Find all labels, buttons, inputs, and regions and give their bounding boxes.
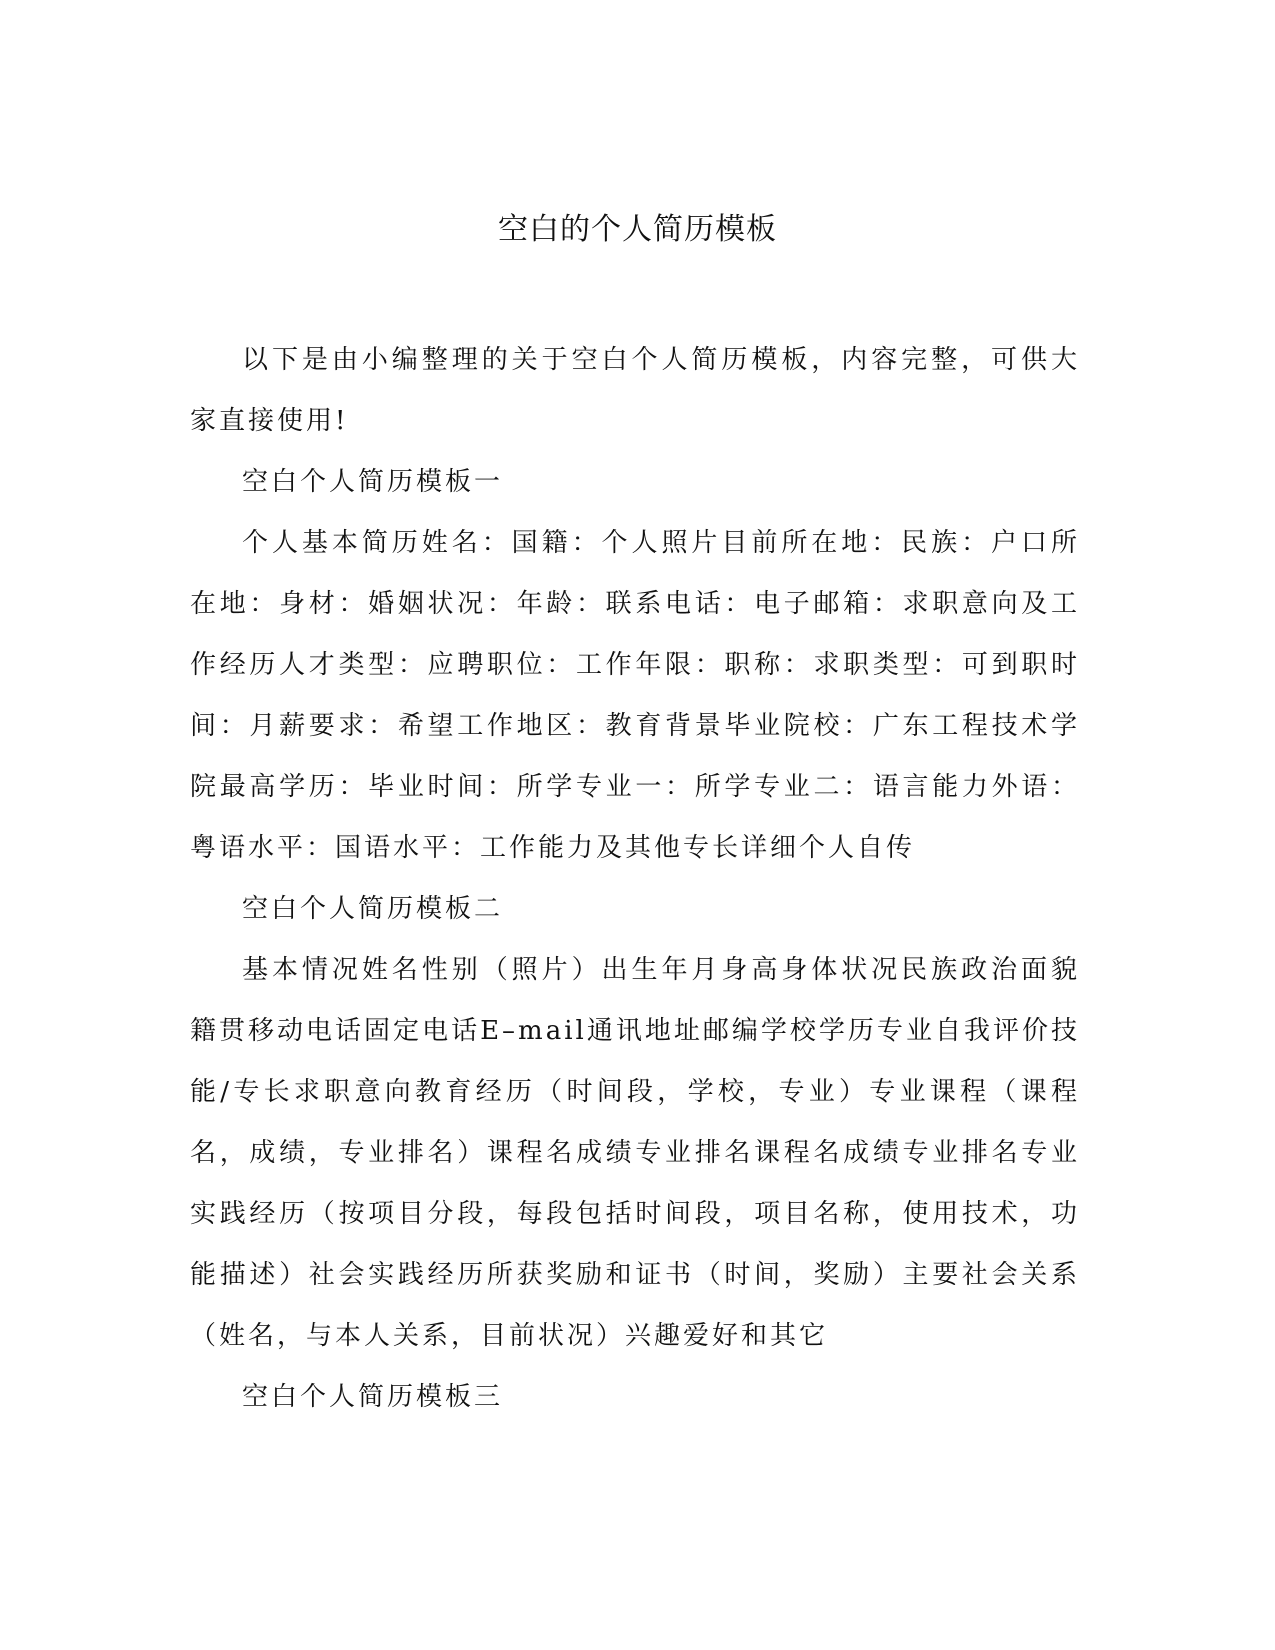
section-heading-template-one: 空白个人简历模板一 (242, 467, 504, 497)
section-heading-template-two: 空白个人简历模板二 (242, 894, 504, 924)
template-one-paragraph: 个人基本简历姓名：国籍：个人照片目前所在地：民族：户口所在地：身材：婚姻状况：年龄：联系电话：电子邮箱：求职意向及工作经历人才类型：应聘职位：工作年限：职称：求职类型：可到职时间：月薪要求：希望工作地区：教育背景毕业院校：广东工程技术学院最高学历：毕业时间：所学专业一：所学专业二：语言能力外语：粤语水平：国语水平：工作能力及其他专长详细个人自传 (190, 528, 1080, 863)
document-body (190, 330, 1080, 1428)
template-two-paragraph: 基本情况姓名性别（照片）出生年月身高身体状况民族政治面貌籍贯移动电话固定电话E–mail通讯地址邮编学校学历专业自我评价技能/专长求职意向教育经历（时间段，学校，专业）专业课程（课程名，成绩，专业排名）课程名成绩专业排名课程名成绩专业排名专业实践经历（按项目分段，每段包括时间段，项目名称，使用技术，功能描述）社会实践经历所获奖励和证书（时间，奖励）主要社会关系（姓名，与本人关系，目前状况）兴趣爱好和其它 (190, 955, 1080, 1351)
section-heading-template-three: 空白个人简历模板三 (242, 1382, 504, 1412)
document-title: 空白的个人简历模板 (498, 212, 777, 247)
intro-paragraph: 以下是由小编整理的关于空白个人简历模板，内容完整，可供大家直接使用! (190, 345, 1080, 436)
